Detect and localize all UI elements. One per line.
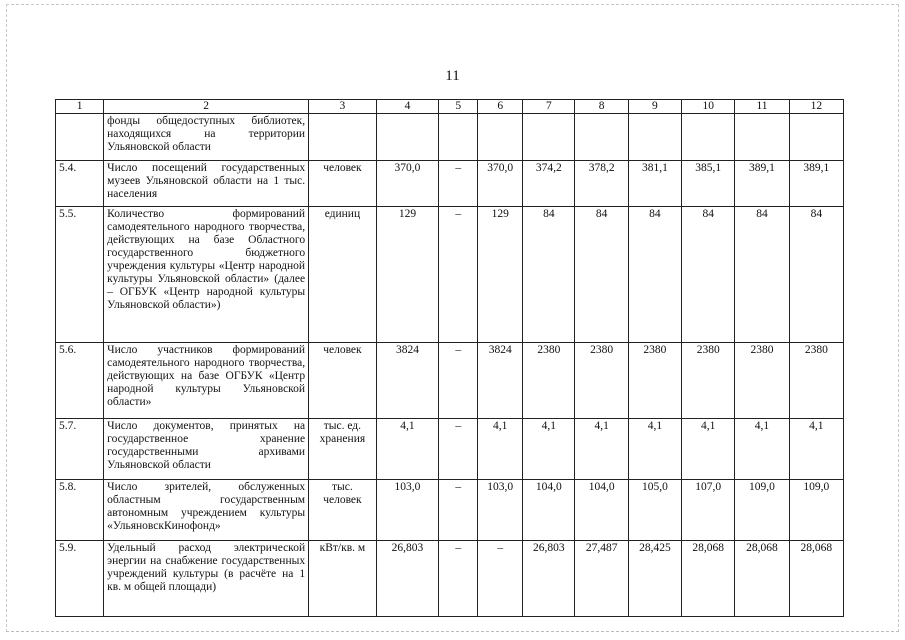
value-cell: 4,1 [682, 419, 735, 480]
table-row [56, 207, 844, 343]
unit-cell: единиц [309, 207, 377, 343]
table-row [56, 161, 844, 207]
header-row [56, 100, 844, 114]
value-cell: 4,1 [628, 419, 681, 480]
row-number: 5.9. [56, 541, 104, 617]
value-cell: 4,1 [376, 419, 439, 480]
column-header: 1 [56, 100, 104, 114]
row-number: 5.5. [56, 207, 104, 343]
value-cell: 27,487 [575, 541, 628, 617]
value-cell [478, 114, 523, 161]
value-cell: 105,0 [628, 480, 681, 541]
unit-cell: тыс. человек [309, 480, 377, 541]
value-cell: 107,0 [682, 480, 735, 541]
value-cell: 109,0 [735, 480, 789, 541]
value-cell: 84 [789, 207, 843, 343]
page-number: 11 [445, 68, 460, 84]
indicator-name: Число участников формирований самодеятельного народного творчества, действующих на базе ОГБУК «Центр народной культуры Ульяновской области» [104, 343, 309, 419]
value-cell [575, 114, 628, 161]
value-cell: 84 [735, 207, 789, 343]
value-cell: – [439, 419, 478, 480]
value-cell: – [439, 480, 478, 541]
table-row [56, 419, 844, 480]
row-number [56, 114, 104, 161]
value-cell: 2380 [735, 343, 789, 419]
unit-cell: человек [309, 343, 377, 419]
value-cell [789, 114, 843, 161]
value-cell: 2380 [789, 343, 843, 419]
value-cell: 389,1 [735, 161, 789, 207]
row-number: 5.7. [56, 419, 104, 480]
value-cell: 104,0 [575, 480, 628, 541]
value-cell: 374,2 [523, 161, 575, 207]
table-row [56, 114, 844, 161]
value-cell: 389,1 [789, 161, 843, 207]
value-cell: 104,0 [523, 480, 575, 541]
column-header: 3 [309, 100, 377, 114]
value-cell: 28,068 [735, 541, 789, 617]
column-header: 8 [575, 100, 628, 114]
unit-cell: тыс. ед. хранения [309, 419, 377, 480]
value-cell [376, 114, 439, 161]
value-cell: 2380 [575, 343, 628, 419]
indicator-name: Число посещений государственных музеев Ульяновской области на 1 тыс. населения [104, 161, 309, 207]
value-cell: 129 [478, 207, 523, 343]
value-cell: 2380 [682, 343, 735, 419]
value-cell: 129 [376, 207, 439, 343]
value-cell: 3824 [376, 343, 439, 419]
value-cell: 2380 [628, 343, 681, 419]
value-cell: 3824 [478, 343, 523, 419]
row-number: 5.8. [56, 480, 104, 541]
column-header: 9 [628, 100, 681, 114]
column-header: 11 [735, 100, 789, 114]
value-cell [523, 114, 575, 161]
value-cell [682, 114, 735, 161]
unit-cell [309, 114, 377, 161]
table-row [56, 541, 844, 617]
column-header: 12 [789, 100, 843, 114]
value-cell: 370,0 [478, 161, 523, 207]
indicator-name: Число зрителей, обслуженных областным государственным автономным учреждением культуры «УльяновскКинофонд» [104, 480, 309, 541]
indicator-name: Удельный расход электрической энергии на снабжение государственных учреждений культуры (в расчёте на 1 кв. м общей площади) [104, 541, 309, 617]
indicators-table [55, 99, 844, 617]
value-cell: 28,068 [789, 541, 843, 617]
value-cell: 28,068 [682, 541, 735, 617]
unit-cell: человек [309, 161, 377, 207]
row-number: 5.6. [56, 343, 104, 419]
value-cell: 4,1 [523, 419, 575, 480]
value-cell: 26,803 [523, 541, 575, 617]
scan-edge-top [6, 4, 899, 5]
value-cell: 26,803 [376, 541, 439, 617]
value-cell: 84 [628, 207, 681, 343]
value-cell: 370,0 [376, 161, 439, 207]
value-cell: 378,2 [575, 161, 628, 207]
value-cell: 4,1 [789, 419, 843, 480]
table-row [56, 343, 844, 419]
value-cell: 84 [523, 207, 575, 343]
value-cell: – [439, 541, 478, 617]
scan-edge-right [898, 4, 899, 632]
value-cell [439, 114, 478, 161]
value-cell: – [478, 541, 523, 617]
value-cell: 385,1 [682, 161, 735, 207]
value-cell [735, 114, 789, 161]
value-cell: 4,1 [735, 419, 789, 480]
indicator-name: Число документов, принятых на государственное хранение государственными архивами Ульяновской области [104, 419, 309, 480]
column-header: 10 [682, 100, 735, 114]
value-cell: 103,0 [376, 480, 439, 541]
value-cell: – [439, 343, 478, 419]
value-cell [628, 114, 681, 161]
value-cell: 2380 [523, 343, 575, 419]
value-cell: 28,425 [628, 541, 681, 617]
value-cell: 84 [682, 207, 735, 343]
value-cell: 4,1 [478, 419, 523, 480]
column-header: 7 [523, 100, 575, 114]
column-header: 5 [439, 100, 478, 114]
indicator-name: фонды общедоступных библиотек, находящихся на территории Ульяновской области [104, 114, 309, 161]
indicator-name: Количество формирований самодеятельного народного творчества, действующих на базе Областного государственного бюджетного учреждения культуры «Центр народной культуры Ульяновской области» (далее – ОГБУК «Центр народной культуры Ульяновской области») [104, 207, 309, 343]
table-row [56, 480, 844, 541]
scan-edge-bottom [6, 631, 899, 632]
value-cell: 109,0 [789, 480, 843, 541]
value-cell: – [439, 161, 478, 207]
scan-edge-left [6, 4, 7, 632]
column-header: 6 [478, 100, 523, 114]
value-cell: – [439, 207, 478, 343]
value-cell: 84 [575, 207, 628, 343]
value-cell: 381,1 [628, 161, 681, 207]
column-header: 4 [376, 100, 439, 114]
column-header: 2 [104, 100, 309, 114]
row-number: 5.4. [56, 161, 104, 207]
unit-cell: кВт/кв. м [309, 541, 377, 617]
value-cell: 4,1 [575, 419, 628, 480]
value-cell: 103,0 [478, 480, 523, 541]
